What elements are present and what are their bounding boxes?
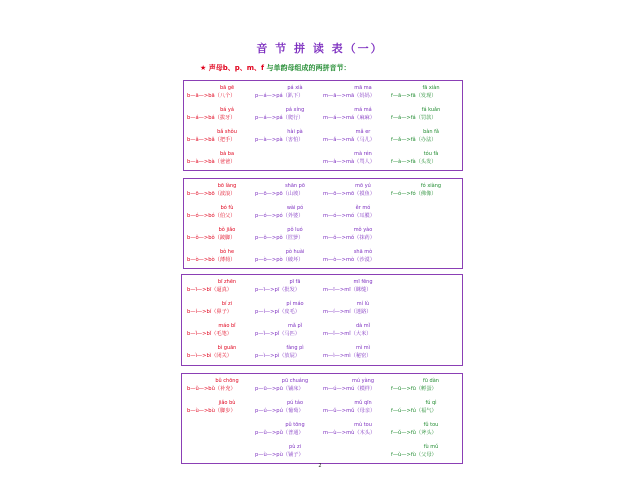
pinyin-label: máo bǐ <box>218 323 236 329</box>
pinyin-label: fù mǔ <box>423 444 439 450</box>
pinyin-label: fā xiàn <box>422 85 440 91</box>
spelling-formula: m—ì—>mì（秘密） <box>323 353 372 359</box>
pinyin-label: fàng pì <box>286 345 304 351</box>
syllable-table-1 <box>183 80 463 171</box>
spelling-formula: p—ò—>pò（破坏） <box>255 257 304 263</box>
syllable-cell <box>391 422 471 442</box>
spelling-formula: p—ǔ—>pǔ（普通） <box>255 430 304 436</box>
pinyin-label: fǔ tou <box>423 422 439 428</box>
spelling-formula: f—ā—>fā（发现） <box>391 93 437 99</box>
subtitle-description: 与单韵母组成的两拼音节： <box>266 64 351 72</box>
pinyin-label: jiǎo bù <box>218 400 236 406</box>
spelling-formula: b—ō—>bō（波浪） <box>187 191 236 197</box>
spelling-formula: b—à—>bà（爸爸） <box>187 159 236 165</box>
spelling-formula: m—ǔ—>mǔ（母亲） <box>323 408 376 414</box>
pinyin-label: pū chuáng <box>281 378 309 384</box>
pinyin-label: shā mò <box>353 249 373 255</box>
pinyin-label: mà rén <box>354 151 372 157</box>
pinyin-label: mǎ pǐ <box>287 323 303 329</box>
spelling-formula: p—í—>pí（皮毛） <box>255 309 300 315</box>
spelling-formula: p—ú—>pú（葡萄） <box>255 408 304 414</box>
spelling-formula: b—ó—>bó（伯父） <box>187 213 236 219</box>
pinyin-label: pī fā <box>289 279 301 285</box>
spelling-formula: m—ò—>mò（沙漠） <box>323 257 375 263</box>
pinyin-label: dà mǐ <box>355 323 371 329</box>
pinyin-label: hài pà <box>287 129 303 135</box>
pinyin-label: má má <box>354 107 372 113</box>
pinyin-label: mù tou <box>354 422 372 428</box>
syllable-table-2 <box>183 178 463 269</box>
pinyin-label: tóu fà <box>423 151 439 157</box>
pinyin-label: pú táo <box>286 400 303 406</box>
spelling-formula: m—ú—>mú（模样） <box>323 386 376 392</box>
spelling-formula: b—á—>bá（拔牙） <box>187 115 236 121</box>
spelling-formula: m—ó—>mó（耳膜） <box>323 213 375 219</box>
spelling-formula: f—ó—>fó（佛像） <box>391 191 437 197</box>
pinyin-label: mú yàng <box>352 378 374 384</box>
spelling-formula: p—á—>pá（爬行） <box>255 115 304 121</box>
page-title: 音 节 拼 读 表（一） <box>256 42 384 55</box>
spelling-formula: b—ì—>bì（闭关） <box>187 353 232 359</box>
syllable-cell <box>323 345 403 365</box>
pinyin-label: bǎ shǒu <box>217 129 237 135</box>
pinyin-label: bā gē <box>219 85 235 91</box>
pinyin-label: fó xiàng <box>420 183 442 189</box>
spelling-formula: b—ò—>bò（薄荷） <box>187 257 236 263</box>
spelling-formula: b—ī—>bī（逼真） <box>187 287 232 293</box>
pinyin-label: pá xià <box>287 85 303 91</box>
star-icon: ★ <box>200 64 207 72</box>
spelling-formula: m—ǎ—>mǎ（马儿） <box>323 137 375 143</box>
page-number: 2 <box>318 463 322 469</box>
syllable-table-3 <box>181 274 463 366</box>
spelling-formula: m—ā—>mā（妈妈） <box>323 93 375 99</box>
syllable-cell <box>323 227 403 247</box>
spelling-formula: f—ǔ—>fǔ（斧头） <box>391 430 437 436</box>
pinyin-label: bí zi <box>221 301 233 307</box>
spelling-formula: b—í—>bí（鼻子） <box>187 309 232 315</box>
pinyin-label: mǔ qīn <box>354 400 372 406</box>
syllable-cell <box>255 444 335 464</box>
syllable-cell <box>391 107 471 127</box>
pinyin-label: shān pō <box>285 183 305 189</box>
pinyin-label: bò he <box>219 249 235 255</box>
syllable-cell <box>323 301 403 321</box>
spelling-formula: m—í—>mí（迷路） <box>323 309 372 315</box>
spelling-formula: f—ù—>fù（父母） <box>391 452 437 458</box>
pinyin-label: pò huài <box>285 249 305 255</box>
pinyin-label: mō yú <box>355 183 371 189</box>
spelling-formula: b—ǎ—>bǎ（把手） <box>187 137 236 143</box>
syllable-cell <box>391 183 471 203</box>
spelling-formula: f—ǎ—>fǎ（办法） <box>391 137 437 143</box>
syllable-cell <box>391 85 471 105</box>
spelling-formula: p—à—>pà（害怕） <box>255 137 304 143</box>
spelling-formula: b—ǐ—>bǐ（毛笔） <box>187 331 232 337</box>
pinyin-label: mǒ yào <box>353 227 373 233</box>
spelling-formula: m—ī—>mī（眯缝） <box>323 287 372 293</box>
pinyin-label: fá kuǎn <box>421 107 441 113</box>
pinyin-label: wài pó <box>286 205 304 211</box>
syllable-cell <box>391 129 471 149</box>
spelling-formula: m—ǐ—>mǐ（大米） <box>323 331 372 337</box>
pinyin-label: mǎ er <box>355 129 371 135</box>
spelling-formula: p—ū—>pū（铺床） <box>255 386 304 392</box>
pinyin-label: pǔ tōng <box>285 422 305 428</box>
pinyin-label: mā ma <box>354 85 372 91</box>
pinyin-label: fū dàn <box>423 378 439 384</box>
pinyin-label: bǔ chōng <box>215 378 239 384</box>
pinyin-label: ěr mó <box>355 205 371 211</box>
spelling-formula: p—ù—>pù（铺子） <box>255 452 304 458</box>
syllable-cell <box>323 249 403 269</box>
spelling-formula: m—à—>mà（骂人） <box>323 159 375 165</box>
syllable-cell <box>391 400 471 420</box>
pinyin-label: pǒ luó <box>287 227 303 233</box>
pinyin-label: pí máo <box>286 301 304 307</box>
spelling-formula: p—ō—>pō（山坡） <box>255 191 304 197</box>
pinyin-label: mī fēng <box>353 279 373 285</box>
pinyin-label: bì guān <box>217 345 237 351</box>
subtitle-initials: 声母b、p、m、f <box>208 64 265 72</box>
spelling-formula: f—á—>fá（罚款） <box>391 115 437 121</box>
pinyin-label: bó fù <box>220 205 234 211</box>
pinyin-label: mí lù <box>356 301 370 307</box>
syllable-cell <box>391 151 471 171</box>
spelling-formula: p—ó—>pó（外婆） <box>255 213 304 219</box>
pinyin-label: fú qì <box>425 400 437 406</box>
pinyin-label: pá xíng <box>285 107 305 113</box>
spelling-formula: m—á—>má（麻麻） <box>323 115 375 121</box>
pinyin-label: bá yá <box>220 107 234 113</box>
pinyin-label: bà ba <box>219 151 235 157</box>
syllable-cell <box>187 151 267 171</box>
syllable-cell <box>323 205 403 225</box>
pinyin-label: bǒ jiǎo <box>218 227 236 233</box>
syllable-table-4 <box>181 373 463 464</box>
syllable-cell <box>323 323 403 343</box>
spelling-formula: f—à—>fà（头发） <box>391 159 437 165</box>
pinyin-label: bàn fǎ <box>423 129 439 135</box>
spelling-formula: b—ǔ—>bǔ（补充） <box>187 386 236 392</box>
syllable-cell <box>391 378 471 398</box>
pinyin-label: mì mì <box>355 345 371 351</box>
spelling-formula: b—ǒ—>bǒ（跛脚） <box>187 235 236 241</box>
pinyin-label: bī zhēn <box>217 279 237 285</box>
spelling-formula: m—ù—>mù（木头） <box>323 430 376 436</box>
spelling-formula: b—ā—>bā（八个） <box>187 93 236 99</box>
spelling-formula: f—ú—>fú（福气） <box>391 408 437 414</box>
spelling-formula: p—ǐ—>pǐ（马匹） <box>255 331 300 337</box>
section-subtitle <box>200 63 351 73</box>
spelling-formula: p—ì—>pì（放屁） <box>255 353 300 359</box>
spelling-formula: m—ō—>mō（摸鱼） <box>323 191 375 197</box>
spelling-formula: p—á—>pá（趴下） <box>255 93 304 99</box>
spelling-formula: m—ǒ—>mǒ（抹药） <box>323 235 375 241</box>
syllable-cell <box>391 444 471 464</box>
pinyin-label: bō làng <box>217 183 237 189</box>
spelling-formula: p—ī—>pī（批发） <box>255 287 300 293</box>
spelling-formula: b—ù—>bù（脚步） <box>187 408 236 414</box>
syllable-cell <box>323 279 403 299</box>
pinyin-label: pù zi <box>289 444 301 450</box>
spelling-formula: f—ū—>fū（孵蛋） <box>391 386 437 392</box>
spelling-formula: p—ǒ—>pǒ（笸箩） <box>255 235 304 241</box>
